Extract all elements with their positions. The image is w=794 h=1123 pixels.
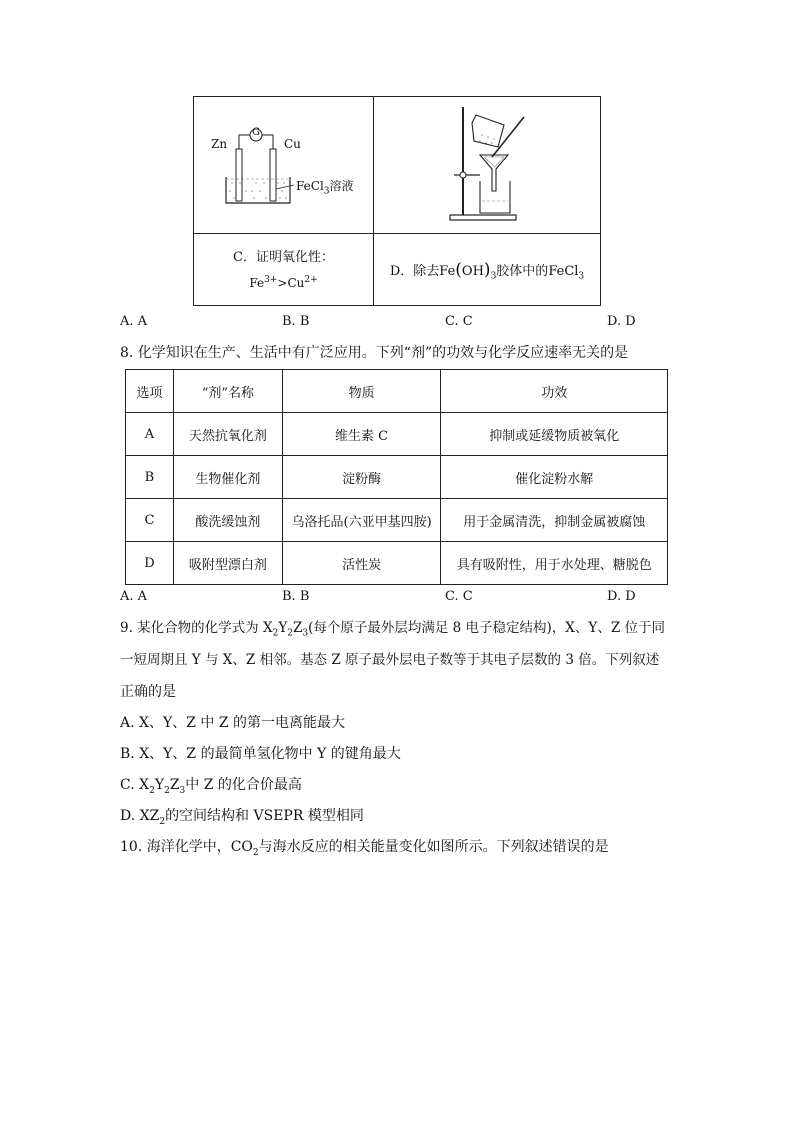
option-d[interactable]: D. D xyxy=(607,314,636,329)
q9-stem-line3: 正确的是 xyxy=(120,684,176,700)
option-b[interactable]: B. B xyxy=(282,314,310,329)
table-row xyxy=(126,542,668,585)
table-cell: 催化淀粉水解 xyxy=(441,456,668,499)
option-b[interactable]: B. B xyxy=(282,589,310,604)
option-c-caption-line2: $Fe^{3+}>Cu^{2+}$ xyxy=(249,275,318,290)
table-cell: 生物催化剂 xyxy=(173,456,282,499)
table-cell: C xyxy=(126,499,174,542)
table-cell: A xyxy=(126,413,174,456)
header-cell: “剂”名称 xyxy=(173,370,282,413)
apparatus-table xyxy=(193,96,601,306)
header-cell: 物质 xyxy=(282,370,441,413)
header-cell: 功效 xyxy=(441,370,668,413)
table-cell: 具有吸附性，用于水处理、糖脱色 xyxy=(441,542,668,585)
q7-options xyxy=(120,314,640,332)
table-cell: 抑制或延缓物质被氧化 xyxy=(441,413,668,456)
q9-option-d[interactable]: D. $XZ_2$的空间结构和 VSEPR 模型相同 xyxy=(120,808,364,827)
table-cell: 天然抗氧化剂 xyxy=(173,413,282,456)
table-header-row xyxy=(126,370,668,413)
q9-stem-line1: 9. 某化合物的化学式为 $X_2Y_2Z_3$(每个原子最外层均满足 8 电子稳定结构)，X、Y、Z 位于同 xyxy=(120,620,665,639)
table-cell: 活性炭 xyxy=(282,542,441,585)
galvanic-cell-diagram xyxy=(194,97,373,233)
option-d[interactable]: D. D xyxy=(607,589,636,604)
q9-option-b[interactable]: B. X、Y、Z 的最简单氢化物中 Y 的键角最大 xyxy=(120,746,401,762)
table-row xyxy=(126,413,668,456)
cu-label: Cu xyxy=(284,137,301,151)
q10-stem: 10. 海洋化学中，$CO_2$与海水反应的相关能量变化如图所示。下列叙述错误的是 xyxy=(120,839,609,858)
header-cell: 选项 xyxy=(126,370,174,413)
zn-label: Zn xyxy=(211,137,228,151)
solution-label: FeCl$_3$溶液 xyxy=(296,179,354,197)
table-cell: 维生素 C xyxy=(282,413,441,456)
table-cell: D xyxy=(126,542,174,585)
q9-option-a[interactable]: A. X、Y、Z 中 Z 的第一电离能最大 xyxy=(120,715,346,731)
table-cell: 吸附型漂白剂 xyxy=(173,542,282,585)
q8-table xyxy=(125,369,668,585)
table-cell: 用于金属清洗，抑制金属被腐蚀 xyxy=(441,499,668,542)
option-c[interactable]: C. C xyxy=(445,314,473,329)
option-c-caption xyxy=(194,234,373,306)
option-a[interactable]: A. A xyxy=(120,589,148,604)
q8-stem: 8. 化学知识在生产、生活中有广泛应用。下列“剂”的功效与化学反应速率无关的是 xyxy=(120,345,629,361)
option-d-caption xyxy=(374,234,600,306)
option-a[interactable]: A. A xyxy=(120,314,148,329)
option-c[interactable]: C. C xyxy=(445,589,473,604)
table-cell: 酸洗缓蚀剂 xyxy=(173,499,282,542)
table-cell: B xyxy=(126,456,174,499)
q9-stem-line2: 一短周期且 Y 与 X、Z 相邻。基态 Z 原子最外层电子数等于其电子层数的 3 倍。下列叙述 xyxy=(120,652,660,668)
table-row xyxy=(126,456,668,499)
table-cell: 淀粉酶 xyxy=(282,456,441,499)
q9-option-c[interactable]: C. $X_2Y_2Z_3$中 Z 的化合价最高 xyxy=(120,777,302,796)
option-c-caption-line1: C．证明氧化性： xyxy=(233,250,334,265)
table-row xyxy=(126,499,668,542)
option-d-caption-line: D．除去$Fe(OH)_3$胶体中的FeCl$_3$ xyxy=(389,260,585,282)
filtration-diagram xyxy=(374,97,600,233)
table-cell: 乌洛托品(六亚甲基四胺) xyxy=(282,499,441,542)
q8-options xyxy=(120,589,640,607)
galvanometer-label: G xyxy=(252,127,260,138)
